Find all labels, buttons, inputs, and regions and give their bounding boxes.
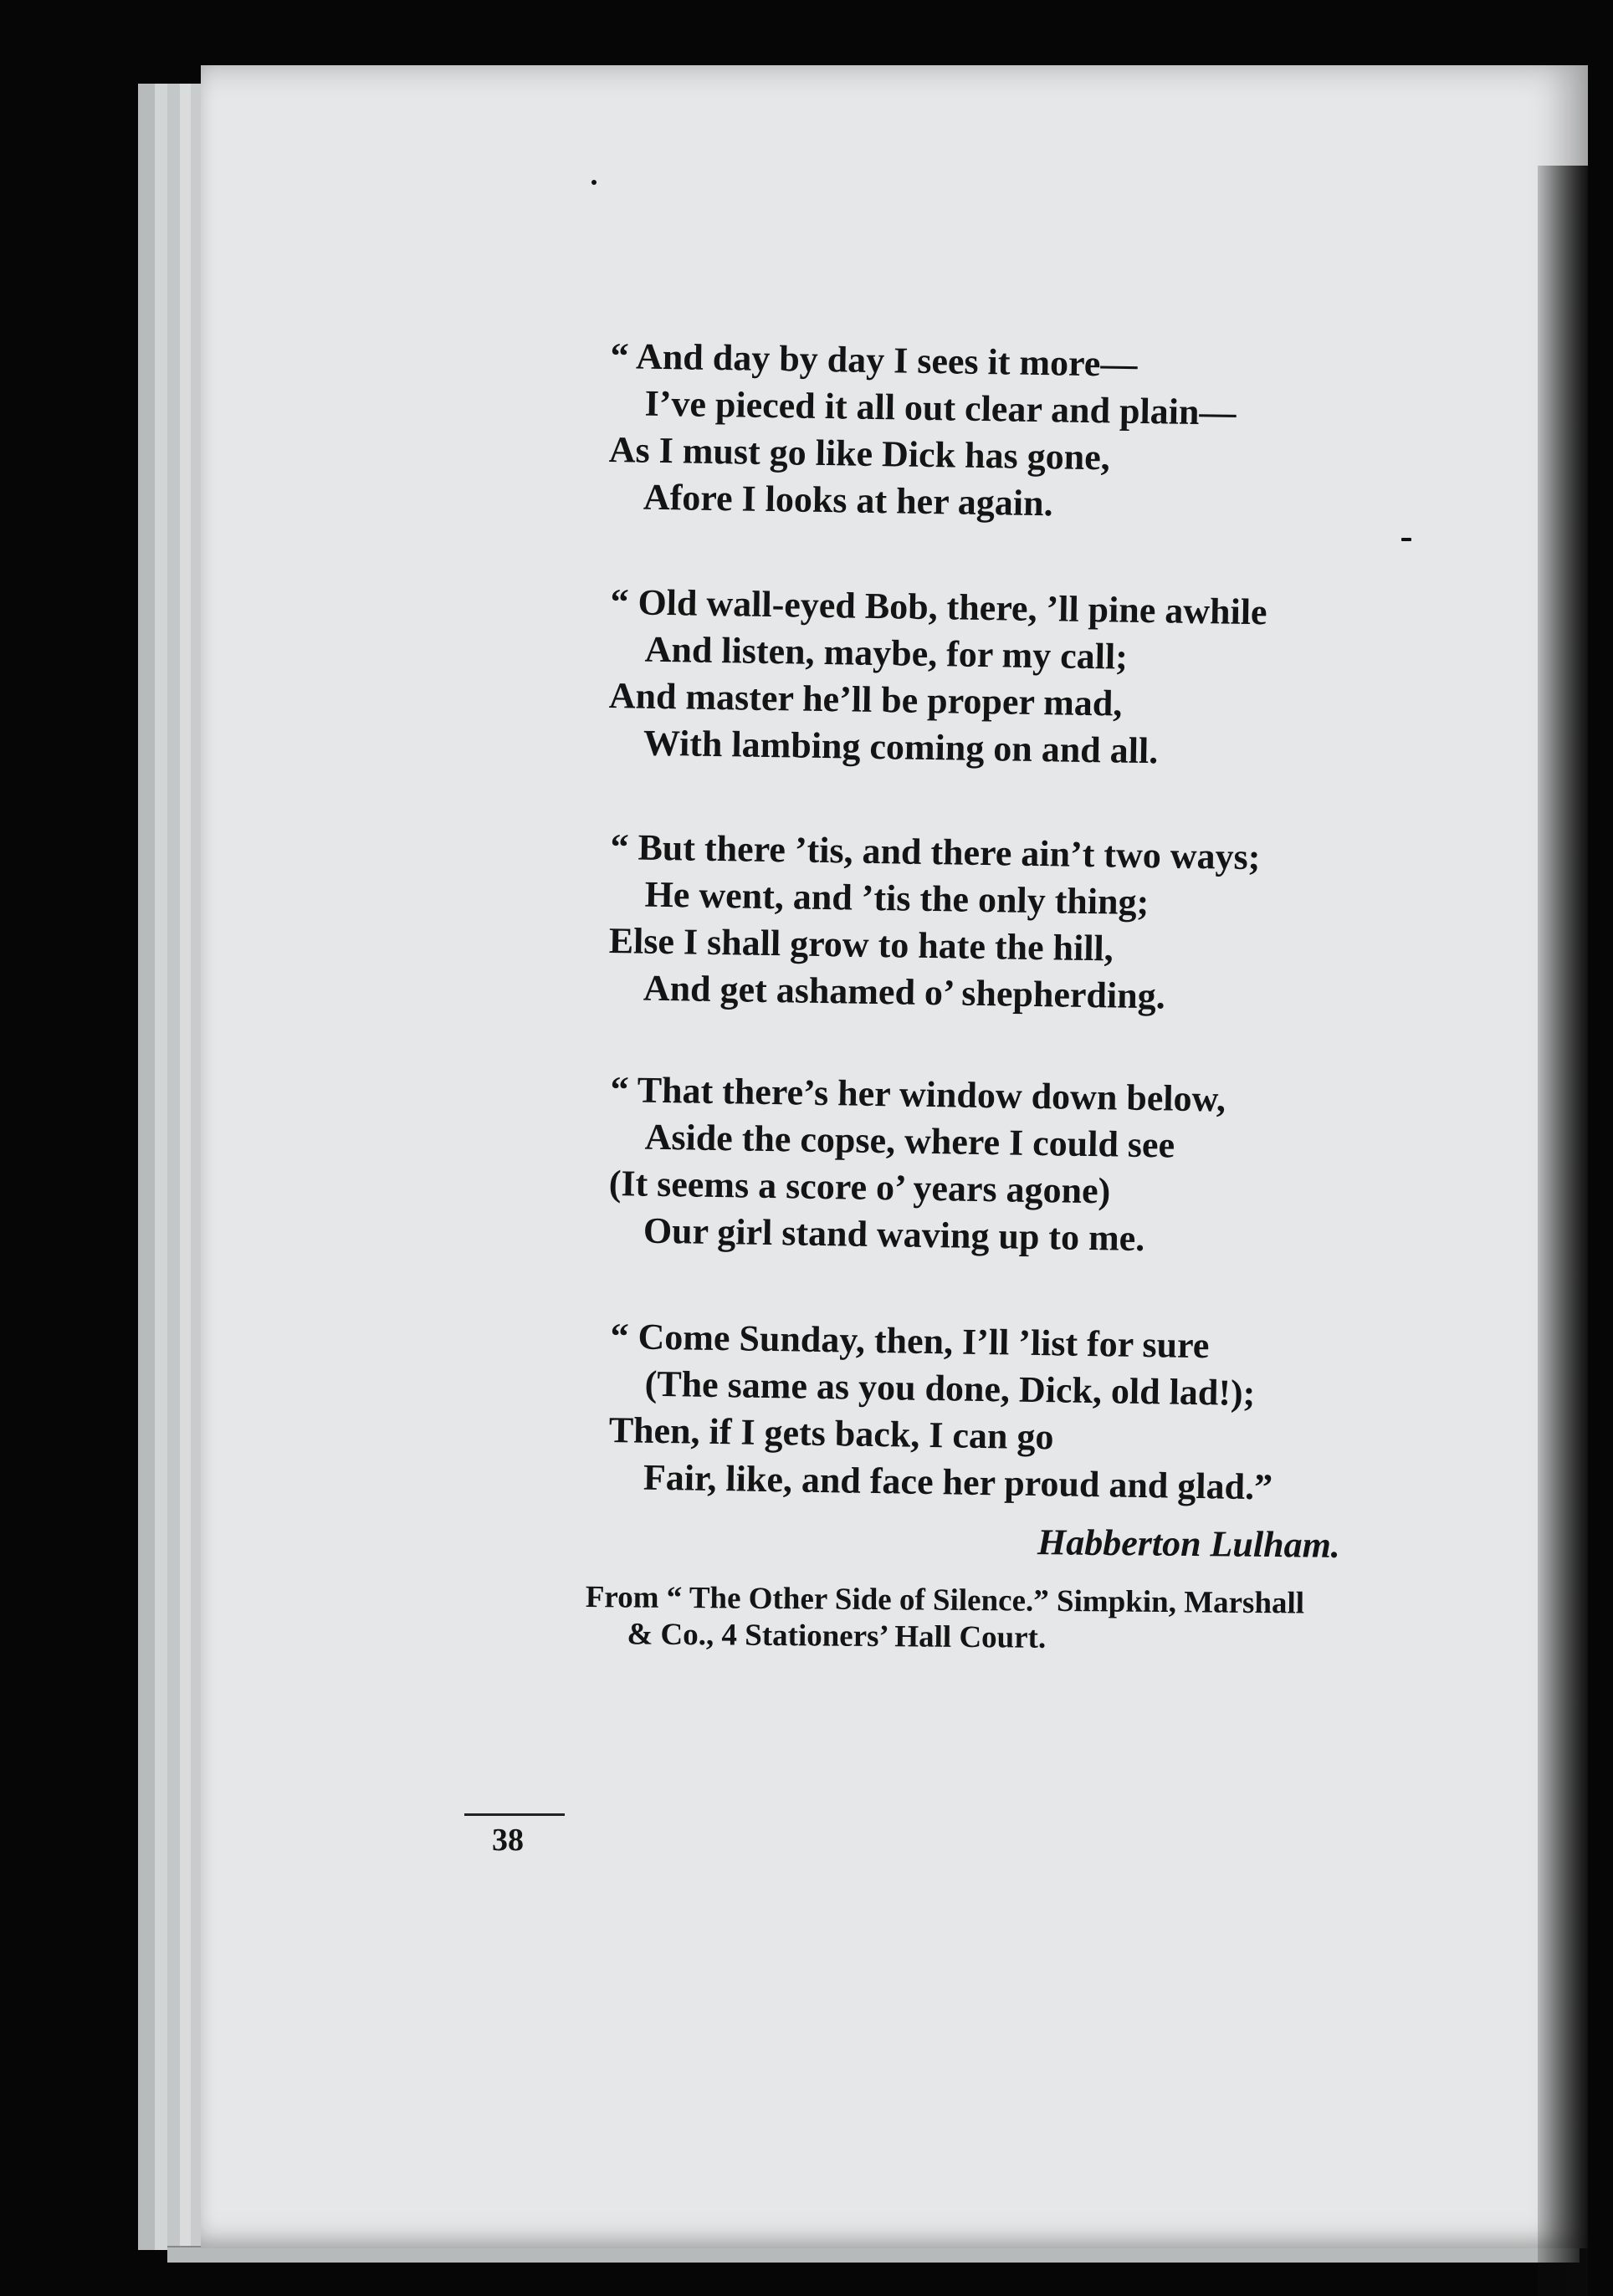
- poem-line: Else I shall grow to hate the hill,: [608, 919, 1114, 969]
- poem-line: “ That there’s her window down below,: [610, 1068, 1226, 1120]
- poem-line: As I must go like Dick has gone,: [608, 428, 1111, 478]
- poem-stanza-3: [607, 824, 1430, 1024]
- poem-stanza-4: [607, 1066, 1430, 1266]
- poem-stanza-5: [607, 1313, 1430, 1513]
- source-line: & Co., 4 Stationers’ Hall Court.: [627, 1617, 1047, 1655]
- poem-line: Afore I looks at her again.: [643, 476, 1053, 524]
- poem-stanza-2: [607, 579, 1430, 779]
- poem-author: Habberton Lulham.: [1037, 1521, 1341, 1566]
- poem-line: “ Old wall-eyed Bob, there, ’ll pine awhile: [610, 580, 1267, 633]
- poem-line: With lambing coming on and all.: [643, 722, 1159, 772]
- poem-line: And master he’ll be proper mad,: [608, 674, 1123, 724]
- poem-line: Our girl stand waving up to me.: [643, 1209, 1145, 1260]
- source-citation: [585, 1579, 1431, 1660]
- page-number: 38: [492, 1823, 524, 1858]
- poem-line: Aside the copse, where I could see: [644, 1116, 1175, 1166]
- poem-line: Then, if I gets back, I can go: [608, 1409, 1054, 1458]
- speck: [1401, 538, 1411, 541]
- poem-stanza-1: [607, 333, 1430, 533]
- folio-rule: [464, 1813, 565, 1816]
- poem-line: “ And day by day I sees it more—: [610, 335, 1138, 385]
- gutter-shadow: [1538, 166, 1588, 2296]
- page-bottom-edge: [167, 2246, 1580, 2263]
- poem-line: (It seems a score o’ years agone): [608, 1162, 1111, 1212]
- poem-line: He went, and ’tis the only thing;: [644, 873, 1150, 923]
- poem-line: “ But there ’tis, and there ain’t two ways;: [610, 826, 1261, 878]
- poem-line: And get ashamed o’ shepherding.: [643, 967, 1166, 1017]
- poem-line: (The same as you done, Dick, old lad!);: [644, 1363, 1256, 1414]
- speck: [591, 180, 597, 185]
- poem-line: “ Come Sunday, then, I’ll ’list for sure: [610, 1315, 1210, 1367]
- poem-line: And listen, maybe, for my call;: [644, 628, 1129, 678]
- poem-line: Fair, like, and face her proud and glad.”: [643, 1456, 1273, 1508]
- poem-line: I’ve pieced it all out clear and plain—: [644, 382, 1237, 433]
- source-line: From “ The Other Side of Silence.” Simpkin, Marshall: [585, 1580, 1305, 1621]
